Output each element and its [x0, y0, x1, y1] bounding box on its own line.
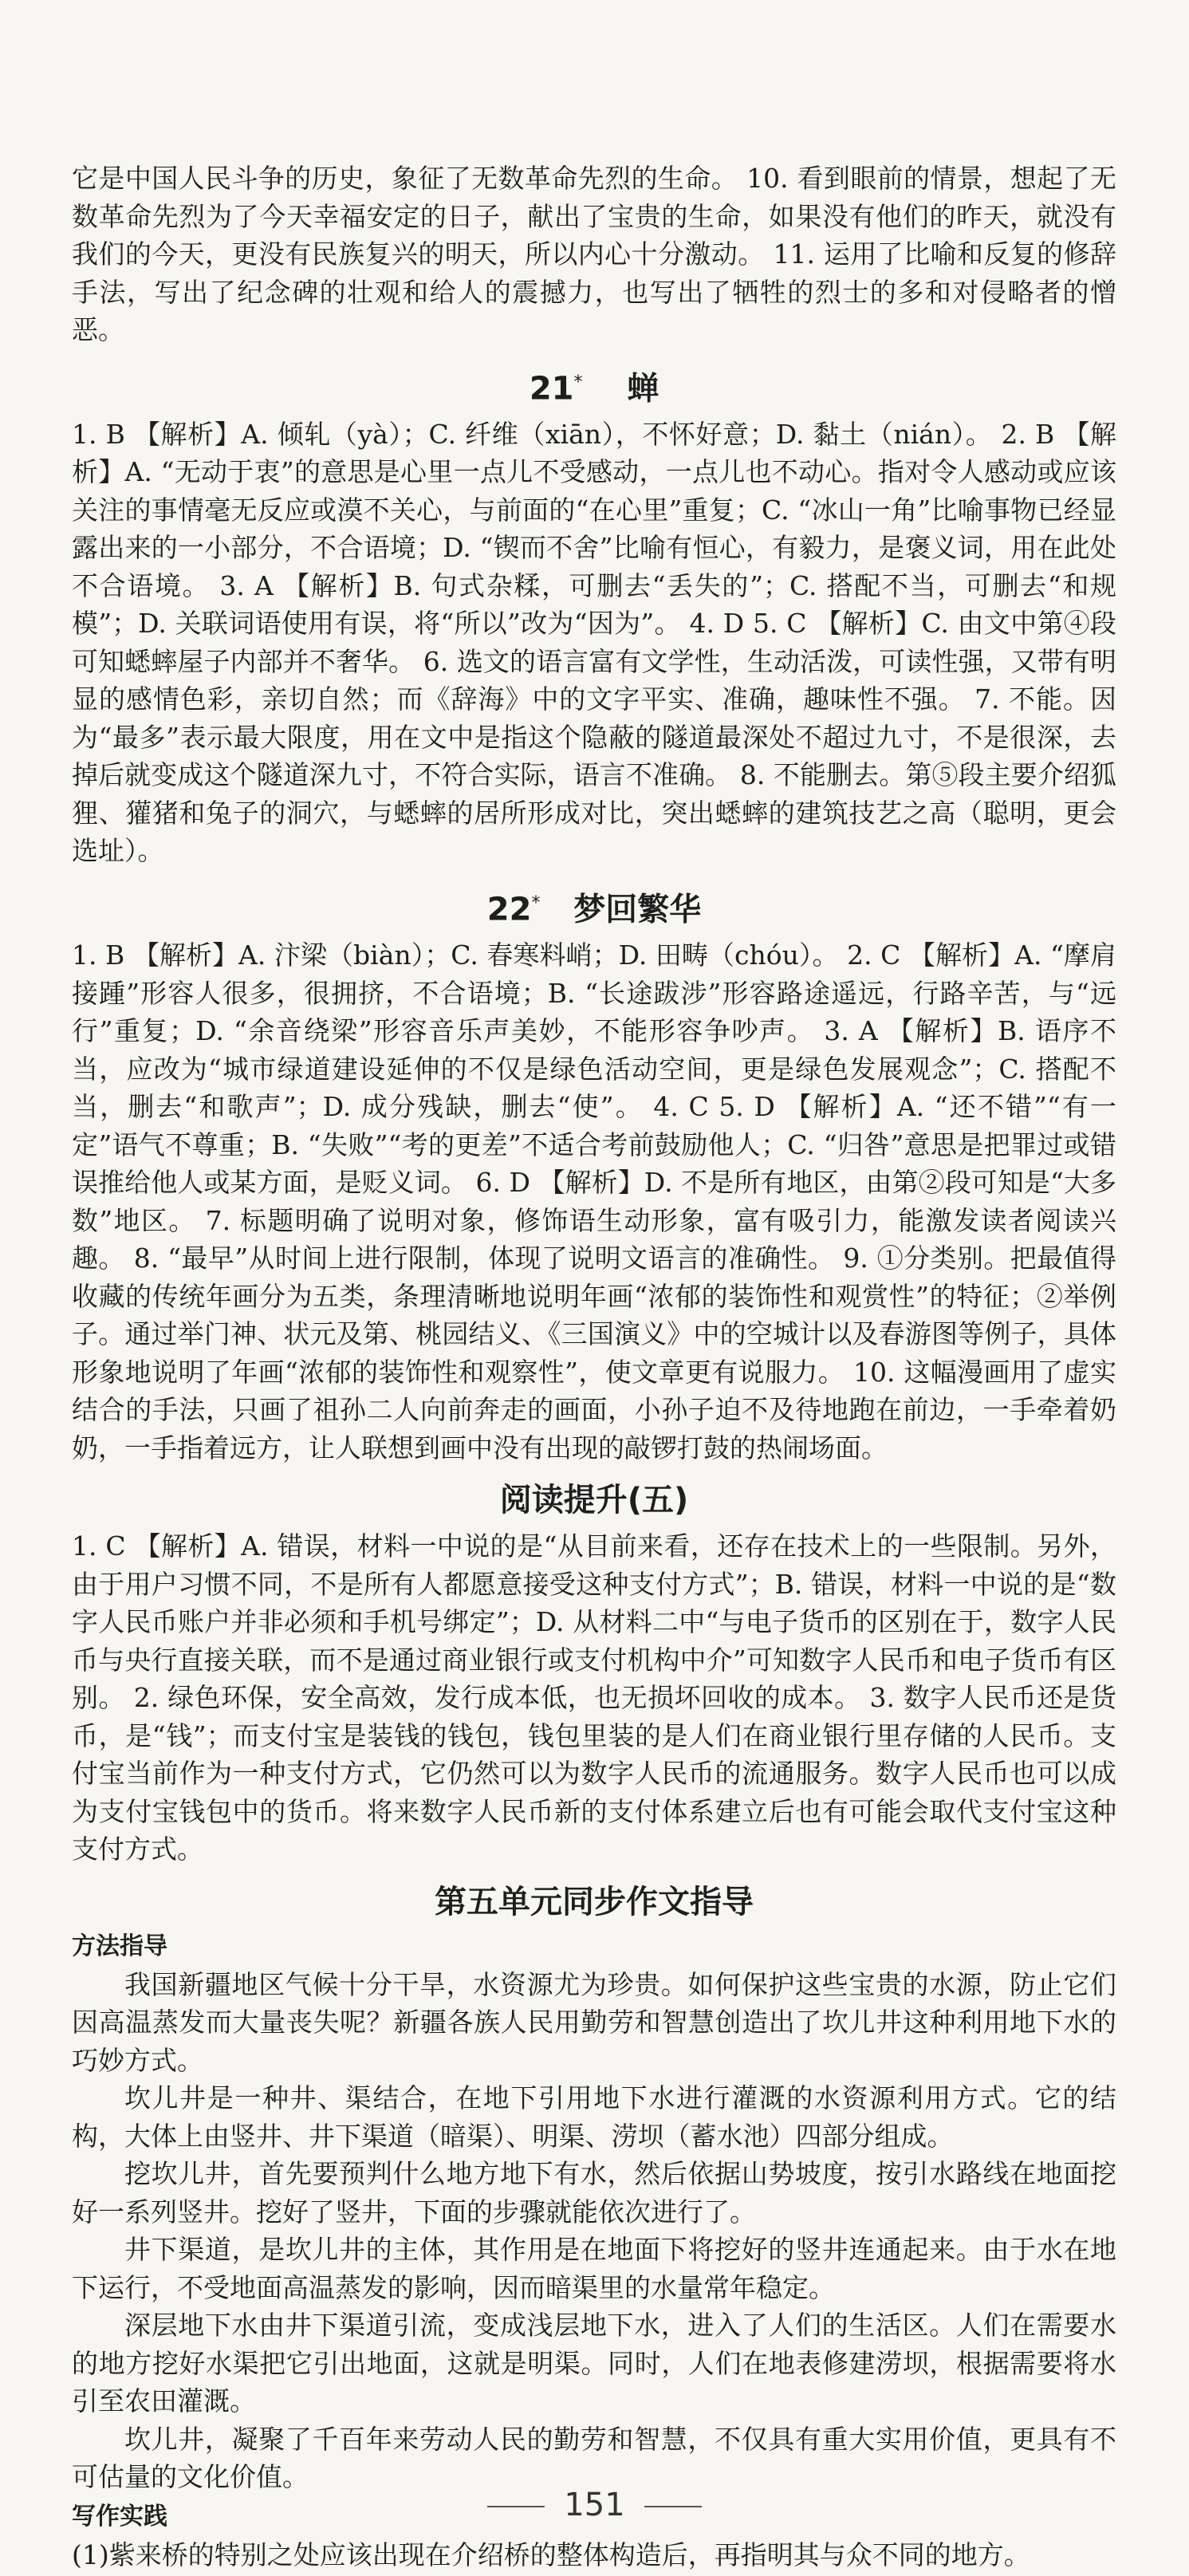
- method-paragraph: 挖坎儿井，首先要预判什么地方地下有水，然后依据山势坡度，按引水路线在地面挖好一系列竖井。挖好了竖井，下面的步骤就能依次进行了。: [72, 2158, 1116, 2227]
- content-column: [72, 160, 1116, 2574]
- practice-label: 写作实践: [72, 2502, 167, 2531]
- method-label: 方法指导: [72, 1932, 167, 1960]
- section-21-number: 21: [529, 369, 574, 407]
- reading-title: 阅读提升(五): [499, 1482, 689, 1519]
- practice-item: (1)紫来桥的特别之处应该出现在介绍桥的整体构造后，再指明其与众不同的地方。: [72, 2539, 1030, 2570]
- section-22-answers: 1. B 【解析】A. 汴梁（biàn）；C. 春寒料峭；D. 田畴（chóu）。 2. C 【解析】A. “摩肩接踵”形容人很多，很拥挤，不合语境；B. “长途跋涉”形容路途遥远，行路辛苦，与“远行”重复；D. “余音绕梁”形容音乐声美妙，不能形容争吵声。 3. A 【解析】B. 语序不当，应改为“城市绿道建设延伸的不仅是绿色活动空间，更是绿色发展观念”；C. 搭配不当，删去“和歌声”；D. 成分残缺，删去“使”。 4. C 5. D 【解析】A. “还不错”“有一定”语气不尊重；B. “失败”“考的更差”不适合考前鼓励他人；C. “归咎”意思是把罪过或错误推给他人或某方面，是贬义词。 6. D 【解析】D. 不是所有地区，由第②段可知是“大多数”地区。 7. 标题明确了说明对象，修饰语生动形象，富有吸引力，能激发读者阅读兴趣。 8. “最早”从时间上进行限制，体现了说明文语言的准确性。 9. ①分类别。把最值得收藏的传统年画分为五类，条理清晰地说明年画“浓郁的装饰性和观赏性”的特征；②举例子。通过举门神、状元及第、桃园结义、《三国演义》中的空城计以及春游图等例子，具体形象地说明了年画“浓郁的装饰性和观察性”，使文章更有说服力。 10. 这幅漫画用了虚实结合的手法，只画了祖孙二人向前奔走的画面，小孙子迫不及待地跑在前边，一手牵着奶奶，一手指着远方，让人联想到画中没有出现的敲锣打鼓的热闹场面。: [72, 939, 1116, 1463]
- method-paragraph: 深层地下水由井下渠道引流，变成浅层地下水，进入了人们的生活区。人们在需要水的地方挖好水渠把它引出地面，这就是明渠。同时，人们在地表修建涝坝，根据需要将水引至农田灌溉。: [72, 2310, 1116, 2417]
- section-22-number: 22: [486, 891, 532, 928]
- footer-dash-left: [487, 2506, 545, 2507]
- section-22-name: 梦回繁华: [573, 891, 702, 928]
- section-21-title: [72, 359, 1116, 412]
- method-paragraph: 我国新疆地区气候十分干旱，水资源尤为珍贵。如何保护这些宝贵的水源，防止它们因高温蒸发而大量丧失呢？新疆各族人民用勤劳和智慧创造出了坎儿井这种利用地下水的巧妙方式。: [72, 1968, 1116, 2076]
- reading-answers: 1. C 【解析】A. 错误，材料一中说的是“从目前来看，还存在技术上的一些限制。另外，由于用户习惯不同，不是所有人都愿意接受这种支付方式”；B. 错误，材料一中说的是“数字人民币账户并非必须和手机号绑定”；D. 从材料二中“与电子货币的区别在于，数字人民币与央行直接关联，而不是通过商业银行或支付机构中介”可知数字人民币和电子货币有区别。 2. 绿色环保，安全高效，发行成本低，也无损坏回收的成本。 3. 数字人民币还是货币，是“钱”；而支付宝是装钱的钱包，钱包里装的是人们在商业银行里存储的人民币。支付宝当前作为一种支付方式，它仍然可以为数字人民币的流通服务。数字人民币也可以成为支付宝钱包中的货币。将来数字人民币新的支付体系建立后也有可能会取代支付宝这种支付方式。: [72, 1530, 1116, 1865]
- footer-dash-right: [644, 2506, 702, 2507]
- section-21-name: 蝉: [627, 369, 659, 407]
- section-21-star: *: [573, 372, 583, 392]
- page-number: 151: [564, 2487, 625, 2523]
- writing-title: 第五单元同步作文指导: [435, 1883, 754, 1920]
- page-footer: [0, 2487, 1189, 2523]
- section-21-answers: 1. B 【解析】A. 倾轧（yà）；C. 纤维（xiān），不怀好意；D. 黏土（nián）。 2. B 【解析】A. “无动于衷”的意思是心里一点儿不受感动，一点儿也不动心。指对令人感动或应该关注的事情毫无反应或漠不关心，与前面的“在心里”重复；C. “冰山一角”比喻事物已经显露出来的一小部分，不合语境；D. “锲而不舍”比喻有恒心，有毅力，是褒义词，用在此处不合语境。 3. A 【解析】B. 句式杂糅，可删去“丢失的”；C. 搭配不当，可删去“和规模”；D. 关联词语使用有误，将“所以”改为“因为”。 4. D 5. C 【解析】C. 由文中第④段可知蟋蟀屋子内部并不奢华。 6. 选文的语言富有文学性，生动活泼，可读性强，又带有明显的感情色彩，亲切自然；而《辞海》中的文字平实、准确，趣味性不强。 7. 不能。因为“最多”表示最大限度，用在文中是指这个隐蔽的隧道最深处不超过九寸，不是很深，去掉后就变成这个隧道深九寸，不符合实际，语言不准确。 8. 不能删去。第⑤段主要介绍狐狸、獾猪和兔子的洞穴，与蟋蟀的居所形成对比，突出蟋蟀的建筑技艺之高（聪明，更会选址）。: [72, 418, 1116, 867]
- method-paragraph: 坎儿井，凝聚了千百年来劳动人民的勤劳和智慧，不仅具有重大实用价值，更具有不可估量的文化价值。: [72, 2423, 1116, 2493]
- section-22-star: *: [531, 892, 541, 913]
- method-paragraph: 坎儿井是一种井、渠结合，在地下引用地下水进行灌溉的水资源利用方式。它的结构，大体上由竖井、井下渠道（暗渠）、明渠、涝坝（蓄水池）四部分组成。: [72, 2082, 1116, 2152]
- method-paragraph: 井下渠道，是坎儿井的主体，其作用是在地面下将挖好的竖井连通起来。由于水在地下运行，不受地面高温蒸发的影响，因而暗渠里的水量常年稳定。: [72, 2234, 1116, 2303]
- intro-answers: 它是中国人民斗争的历史，象征了无数革命先烈的生命。 10. 看到眼前的情景，想起了无数革命先烈为了今天幸福安定的日子，献出了宝贵的生命，如果没有他们的昨天，就没有我们的今天，更没有民族复兴的明天，所以内心十分激动。 11. 运用了比喻和反复的修辞手法，写出了纪念碑的壮观和给人的震撼力，也写出了牺牲的烈士的多和对侵略者的憎恶。: [72, 163, 1116, 345]
- section-22-title: [72, 880, 1116, 933]
